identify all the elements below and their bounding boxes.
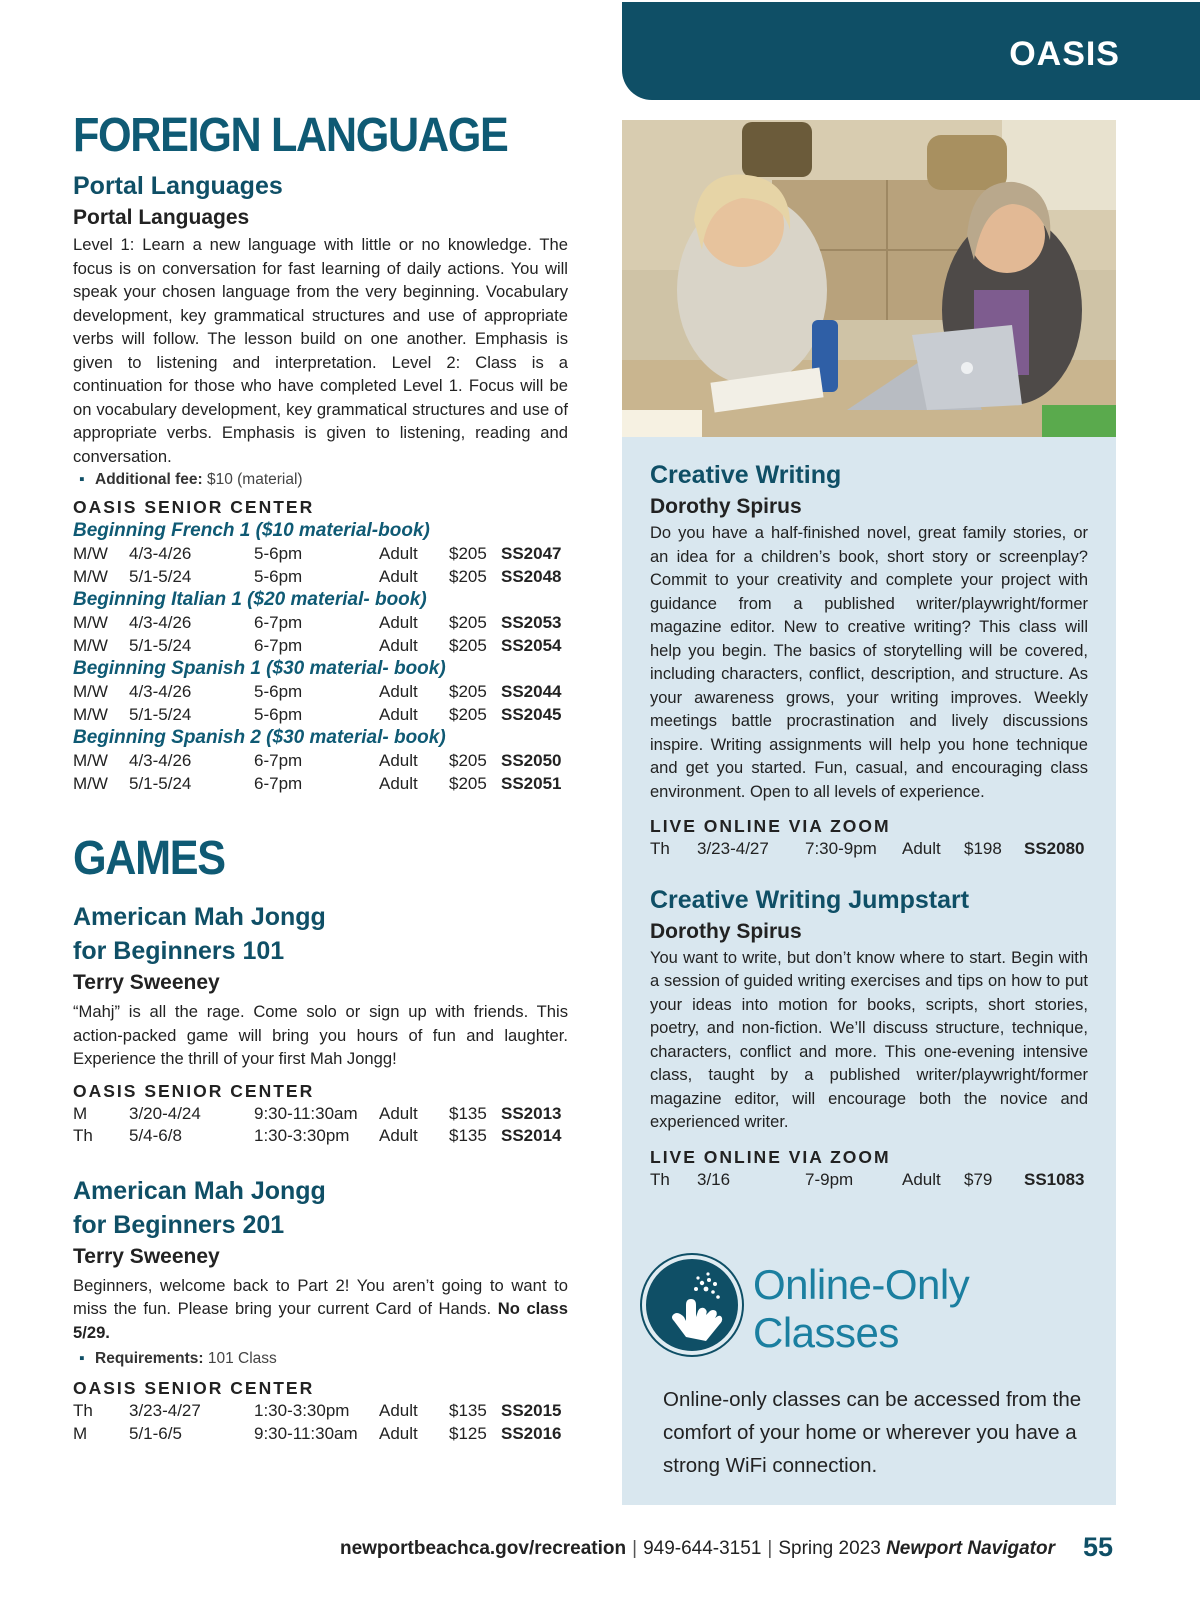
mahjongg-101-title-line1: American Mah Jongg (73, 903, 326, 931)
mahjongg-201-title-line1: American Mah Jongg (73, 1176, 326, 1205)
session-row (73, 543, 568, 566)
session-time: 5-6pm (254, 566, 303, 586)
creative-writing-description: Do you have a half-finished novel, great family stories, or an idea for a children’s book, short story or screenplay? Commit to your creativity and complete your project with guidance from a published writer/playwright/former magazine editor. New to creative writing? This class will help you begin. The basics of storytelling will be covered, including characters, conflict, description, and structure. As your awareness grows, your writing improves. Weekly meetings battle procrastination and lively discussions inspire. Writing assignments will help you hone technique and get you started. Fun, casual, and encouraging class environment. Open to all levels of experience. (650, 524, 1088, 801)
requirements-note (73, 1347, 568, 1370)
session-day: Th (73, 1126, 93, 1145)
class-block-french1 (73, 519, 568, 588)
session-audience: Adult (379, 1126, 418, 1145)
session-time: 6-7pm (254, 773, 303, 793)
session-price: $205 (449, 635, 487, 655)
jumpstart-block (650, 883, 1088, 1192)
portal-languages-title: Portal Languages (73, 172, 283, 200)
session-price: $205 (449, 613, 487, 632)
session-price: $125 (449, 1423, 487, 1443)
footer-text: newportbeachca.gov/recreation | 949-644-3151 | Spring 2023 Newport Navigator (339, 1538, 1055, 1559)
mahjongg-201-block (73, 1174, 568, 1446)
session-price: $135 (449, 1401, 487, 1420)
session-price: $135 (449, 1126, 487, 1145)
location-label: LIVE ONLINE VIA ZOOM (650, 816, 891, 836)
session-dates: 5/1-6/5 (129, 1423, 182, 1443)
session-price: $205 (449, 544, 487, 563)
class-title: Beginning Spanish 2 ($30 material- book) (73, 727, 446, 748)
portal-languages-description: Level 1: Learn a new language with little or no knowledge. The focus is on conversation for fast learning of daily actions. You will speak your chosen language from the very beginning. Vocabulary development, key grammatical structures and use of appropriate verbs will follow. The lesson build on one another. Emphasis is given to listening and interpretation. Level 2: Class is a continuation for those who have completed Level 1. Focus will be on vocabulary development, key grammatical structures and use of appropriate verbs. Emphasis is given to listening, reading and conversation. (73, 235, 568, 466)
session-price: $205 (449, 704, 487, 724)
req-label: Requirements: (95, 1350, 204, 1367)
mahjongg-101-description: “Mahj” is all the rage. Come solo or sign up with friends. This action-packed game will bring you hours of fun and laughter. Experience the thrill of your first Mah Jongg! (73, 1002, 568, 1068)
sidebar-content (650, 458, 1088, 1191)
session-audience: Adult (379, 704, 418, 724)
location-label: LIVE ONLINE VIA ZOOM (650, 1146, 891, 1167)
session-code: SS2016 (501, 1423, 562, 1443)
online-only-title-line2: Classes (753, 1309, 899, 1356)
session-audience: Adult (379, 1103, 418, 1123)
session-day: Th (650, 839, 670, 858)
games-heading: GAMES (73, 832, 225, 885)
session-time: 6-7pm (254, 613, 303, 632)
session-dates: 4/3-4/26 (129, 682, 192, 701)
session-code: SS2014 (501, 1126, 562, 1145)
session-code: SS2080 (1024, 839, 1085, 858)
fee-label: Additional fee: (95, 471, 203, 488)
session-audience: Adult (379, 544, 418, 563)
session-time: 9:30-11:30am (254, 1423, 358, 1443)
session-row (73, 1125, 568, 1148)
session-time: 1:30-3:30pm (254, 1126, 350, 1145)
session-day: M/W (73, 704, 108, 724)
footer-publication: Newport Navigator (886, 1538, 1055, 1559)
session-row (650, 838, 1088, 861)
session-dates: 5/1-5/24 (129, 704, 192, 724)
session-audience: Adult (379, 566, 418, 586)
left-column (73, 108, 568, 1445)
session-day: M/W (73, 635, 108, 655)
session-time: 9:30-11:30am (254, 1103, 358, 1123)
session-time: 7:30-9pm (805, 839, 877, 858)
location-label: OASIS SENIOR CENTER (73, 497, 315, 517)
page-footer (0, 1532, 1200, 1566)
class-block-spanish1 (73, 657, 568, 726)
session-row (73, 704, 568, 727)
no-class-note: No class 5/29. (73, 1299, 568, 1342)
session-dates: 5/1-5/24 (129, 773, 192, 793)
session-price: $135 (449, 1103, 487, 1123)
section-tab (622, 2, 1200, 100)
session-row (650, 1169, 1088, 1192)
session-audience: Adult (902, 1169, 941, 1189)
session-code: SS2053 (501, 613, 562, 632)
class-title: Beginning Spanish 1 ($30 material- book) (73, 658, 446, 679)
session-day: M/W (73, 682, 108, 701)
mahjongg-201-description (73, 1274, 568, 1345)
session-dates: 3/23-4/27 (129, 1401, 201, 1420)
session-row (73, 1103, 568, 1126)
fee-value: $10 (material) (206, 471, 303, 488)
session-time: 6-7pm (254, 751, 303, 770)
session-row (73, 750, 568, 773)
portal-languages-instructor: Portal Languages (73, 206, 250, 229)
creative-writing-block (650, 458, 1088, 861)
session-audience: Adult (379, 613, 418, 632)
session-dates: 5/1-5/24 (129, 566, 192, 586)
class-photo (622, 120, 1116, 437)
session-day: M (73, 1103, 88, 1123)
session-row (73, 566, 568, 589)
session-audience: Adult (379, 682, 418, 701)
session-time: 5-6pm (254, 544, 303, 563)
additional-fee-note (73, 468, 568, 491)
jumpstart-title: Creative Writing Jumpstart (650, 885, 970, 914)
session-code: SS2048 (501, 566, 562, 586)
session-price: $205 (449, 566, 487, 586)
session-row (73, 773, 568, 796)
mahjongg-101-block (73, 900, 568, 1148)
description-text: Beginners, welcome back to Part 2! You aren’t going to want to miss the fun. Please bring your current Card of Hands. (73, 1275, 568, 1318)
session-price: $198 (964, 839, 1002, 858)
session-day: M/W (73, 566, 108, 586)
session-time: 5-6pm (254, 704, 303, 724)
session-audience: Adult (379, 751, 418, 770)
session-code: SS1083 (1024, 1169, 1085, 1189)
session-day: M (73, 1423, 88, 1443)
session-code: SS2051 (501, 773, 562, 793)
session-time: 5-6pm (254, 682, 303, 701)
foreign-language-heading: FOREIGN LANGUAGE (73, 109, 508, 162)
online-only-title-line1: Online-Only (753, 1261, 970, 1308)
session-day: M/W (73, 751, 108, 770)
creative-writing-instructor: Dorothy Spirus (650, 495, 802, 518)
session-dates: 3/23-4/27 (697, 839, 769, 858)
class-title: Beginning Italian 1 ($20 material- book) (73, 589, 427, 610)
session-dates: 4/3-4/26 (129, 613, 192, 632)
session-dates: 3/16 (697, 1169, 731, 1189)
session-code: SS2013 (501, 1103, 562, 1123)
class-block-spanish2 (73, 726, 568, 795)
session-audience: Adult (379, 1423, 418, 1443)
session-code: SS2054 (501, 635, 562, 655)
mahjongg-101-instructor: Terry Sweeney (73, 971, 220, 994)
session-row (73, 681, 568, 704)
session-code: SS2045 (501, 704, 562, 724)
session-price: $205 (449, 751, 487, 770)
session-audience: Adult (379, 1401, 418, 1420)
session-audience: Adult (902, 839, 941, 858)
session-time: 1:30-3:30pm (254, 1401, 350, 1420)
session-code: SS2015 (501, 1401, 562, 1420)
page-number: 55 (1082, 1532, 1113, 1562)
location-label: OASIS SENIOR CENTER (73, 1080, 315, 1101)
session-row (73, 612, 568, 635)
session-price: $79 (964, 1169, 993, 1189)
session-audience: Adult (379, 773, 418, 793)
session-row (73, 635, 568, 658)
session-day: M/W (73, 544, 108, 563)
session-day: Th (650, 1169, 670, 1189)
mahjongg-101-title-line2: for Beginners 101 (73, 937, 285, 965)
session-row (73, 1400, 568, 1423)
mahjongg-201-instructor: Terry Sweeney (73, 1244, 220, 1268)
session-code: SS2050 (501, 751, 562, 770)
footer-url[interactable]: newportbeachca.gov/recreation (339, 1538, 627, 1559)
mahjongg-201-title-line2: for Beginners 201 (73, 1210, 285, 1239)
session-audience: Adult (379, 635, 418, 655)
session-code: SS2047 (501, 544, 562, 563)
session-dates: 4/3-4/26 (129, 544, 192, 563)
class-title: Beginning French 1 ($10 material-book) (73, 520, 430, 541)
session-day: M/W (73, 773, 108, 793)
jumpstart-instructor: Dorothy Spirus (650, 919, 802, 943)
session-dates: 4/3-4/26 (129, 751, 192, 770)
footer-phone: 949-644-3151 (643, 1538, 762, 1559)
req-value: 101 Class (207, 1350, 277, 1367)
class-block-italian1 (73, 588, 568, 657)
footer-season: Spring 2023 (778, 1538, 881, 1559)
section-tab-label: OASIS (1009, 35, 1120, 73)
online-only-title (753, 1261, 969, 1357)
session-day: Th (73, 1401, 93, 1420)
session-row (73, 1423, 568, 1446)
online-only-text: Online-only classes can be accessed from the comfort of your home or wherever you have a strong WiFi connection. (663, 1388, 1082, 1477)
hand-tap-icon (642, 1255, 742, 1355)
session-dates: 5/1-5/24 (129, 635, 192, 655)
session-dates: 3/20-4/24 (129, 1103, 201, 1123)
session-price: $205 (449, 682, 487, 701)
session-code: SS2044 (501, 682, 562, 701)
class-photo-illustration (622, 120, 1116, 437)
sidebar-panel (622, 120, 1116, 1505)
session-price: $205 (449, 773, 487, 793)
session-time: 6-7pm (254, 635, 303, 655)
session-dates: 5/4-6/8 (129, 1126, 182, 1145)
session-day: M/W (73, 613, 108, 632)
jumpstart-description: You want to write, but don’t know where to start. Begin with a session of guided writing exercises and tips on how to put your ideas into motion for books, scripts, short stories, poetry, and non-fiction. We’ll discuss structure, technique, characters, conflict and more. This one-evening intensive class, taught by a published writer/playwright/former magazine editor, will encourage both the novice and experienced writer. (650, 948, 1088, 1131)
session-time: 7-9pm (805, 1169, 854, 1189)
creative-writing-title: Creative Writing (650, 461, 842, 489)
location-label: OASIS SENIOR CENTER (73, 1378, 315, 1398)
